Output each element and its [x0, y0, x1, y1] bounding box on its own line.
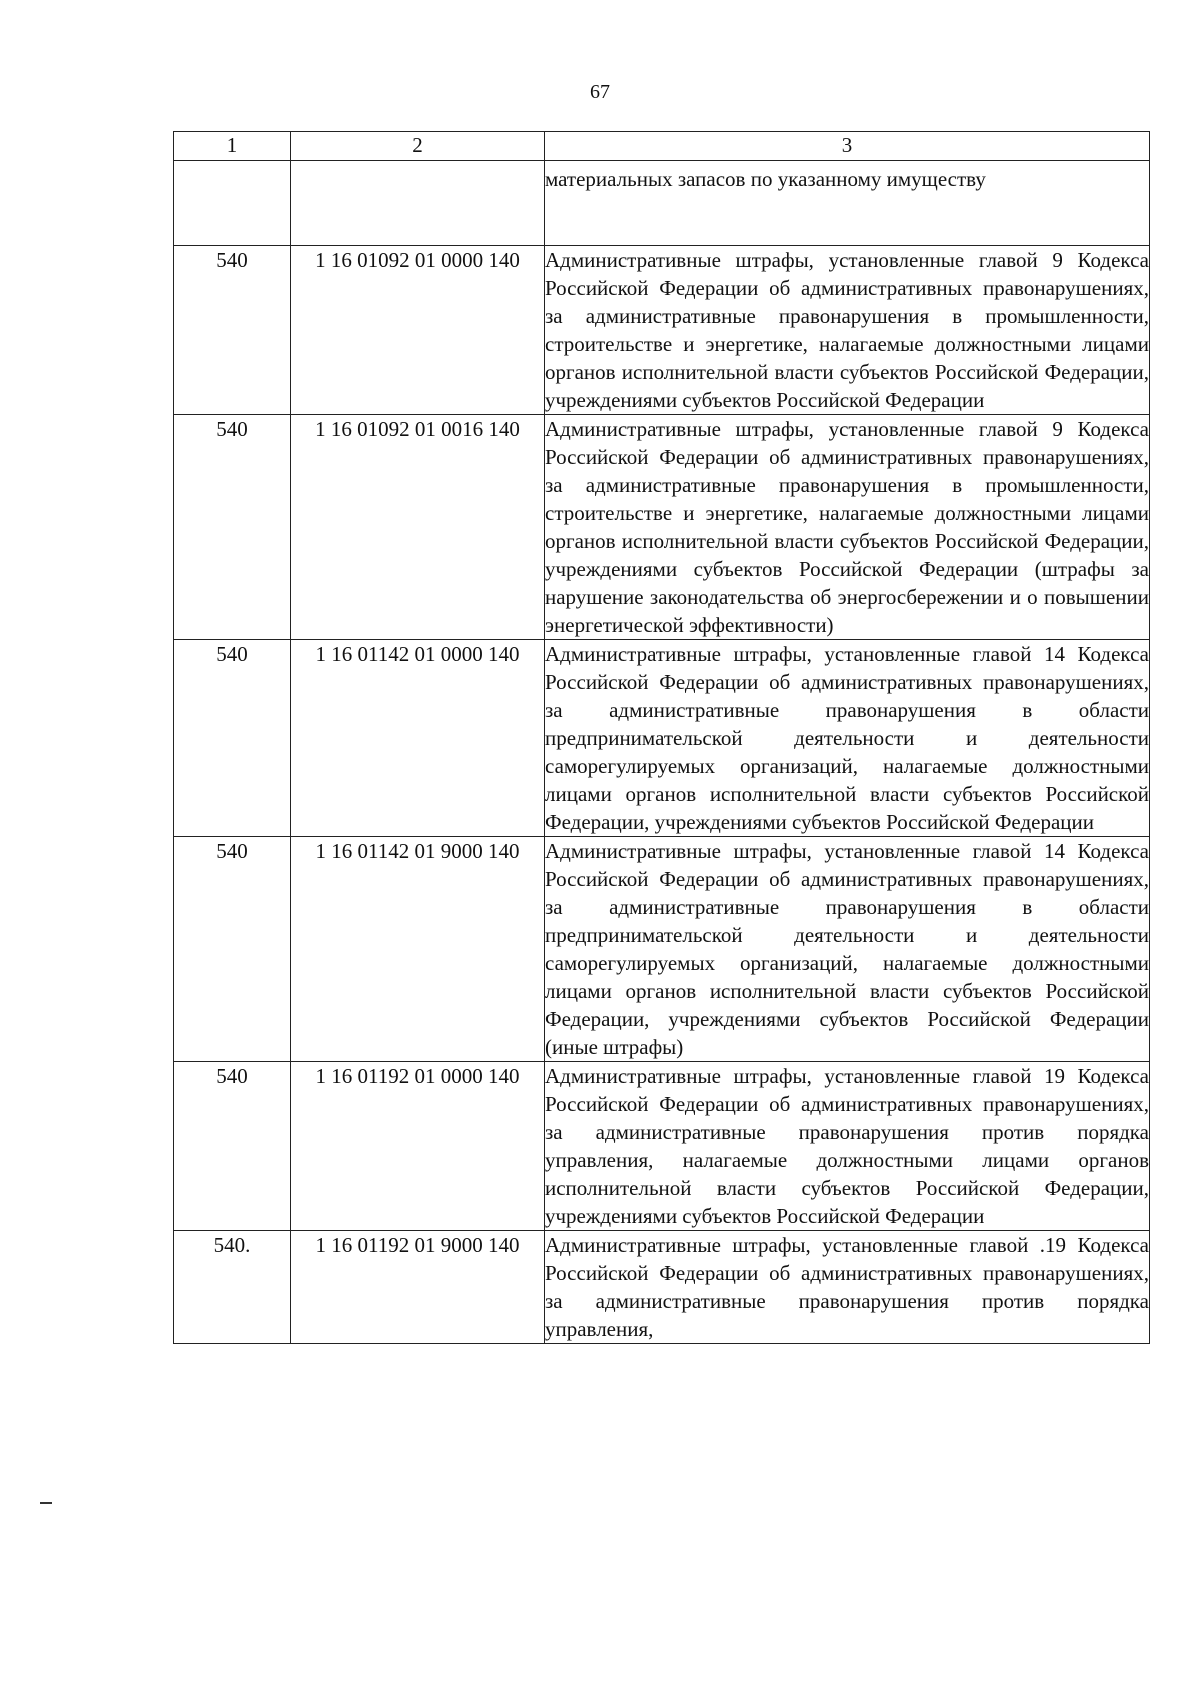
admin-code-cell: 540	[174, 415, 291, 640]
admin-code-cell: 540	[174, 640, 291, 837]
column-header-3: 3	[545, 132, 1150, 161]
table-row	[174, 640, 1150, 837]
revenue-description-cell: Административные штрафы, установленные главой 9 Кодекса Российской Федерации об административных правонарушениях, за административные правонарушения в промышленности, строительстве и энергетике, налагаемые должностными лицами органов исполнительной власти субъектов Российской Федерации, учреждениями субъектов Российской Федерации (штрафы за нарушение законодательства об энергосбережении и о повышении энергетической эффективности)	[545, 415, 1150, 640]
continuation-row	[174, 161, 1150, 246]
page-number: 67	[590, 81, 610, 103]
revenue-description-cell: Административные штрафы, установленные главой 14 Кодекса Российской Федерации об административных правонарушениях, за административные правонарушения в области предпринимательской деятельности и деятельности саморегулируемых организаций, налагаемые должностными лицами органов исполнительной власти субъектов Российской Федерации, учреждениями субъектов Российской Федерации (иные штрафы)	[545, 837, 1150, 1062]
column-header-1: 1	[174, 132, 291, 161]
budget-classification-table	[173, 131, 1150, 1344]
table-row	[174, 1062, 1150, 1231]
admin-code-cell: 540	[174, 246, 291, 415]
revenue-code-cell: 1 16 01142 01 9000 140	[291, 837, 545, 1062]
admin-code-cell: 540.	[174, 1231, 291, 1344]
scan-artifact-mark	[40, 1502, 52, 1504]
revenue-code-cell: 1 16 01142 01 0000 140	[291, 640, 545, 837]
revenue-description-cell: Административные штрафы, установленные главой 19 Кодекса Российской Федерации об административных правонарушениях, за административные правонарушения против порядка управления, налагаемые должностными лицами органов исполнительной власти субъектов Российской Федерации, учреждениями субъектов Российской Федерации	[545, 1062, 1150, 1231]
table-row	[174, 415, 1150, 640]
table-row	[174, 246, 1150, 415]
empty-cell	[174, 161, 291, 246]
table-row	[174, 837, 1150, 1062]
revenue-code-cell: 1 16 01192 01 9000 140	[291, 1231, 545, 1344]
table-header-row	[174, 132, 1150, 161]
revenue-code-cell: 1 16 01092 01 0000 140	[291, 246, 545, 415]
table-row	[174, 1231, 1150, 1344]
continuation-text: материальных запасов по указанному имуществу	[545, 161, 1150, 246]
revenue-code-cell: 1 16 01192 01 0000 140	[291, 1062, 545, 1231]
admin-code-cell: 540	[174, 837, 291, 1062]
revenue-description-cell: Административные штрафы, установленные главой 14 Кодекса Российской Федерации об административных правонарушениях, за административные правонарушения в области предпринимательской деятельности и деятельности саморегулируемых организаций, налагаемые должностными лицами органов исполнительной власти субъектов Российской Федерации, учреждениями субъектов Российской Федерации	[545, 640, 1150, 837]
admin-code-cell: 540	[174, 1062, 291, 1231]
revenue-code-cell: 1 16 01092 01 0016 140	[291, 415, 545, 640]
column-header-2: 2	[291, 132, 545, 161]
revenue-description-cell: Административные штрафы, установленные главой 9 Кодекса Российской Федерации об административных правонарушениях, за административные правонарушения в промышленности, строительстве и энергетике, налагаемые должностными лицами органов исполнительной власти субъектов Российской Федерации, учреждениями субъектов Российской Федерации	[545, 246, 1150, 415]
empty-cell	[291, 161, 545, 246]
revenue-description-cell: Административные штрафы, установленные главой .19 Кодекса Российской Федерации об административных правонарушениях, за административные правонарушения против порядка управления,	[545, 1231, 1150, 1344]
